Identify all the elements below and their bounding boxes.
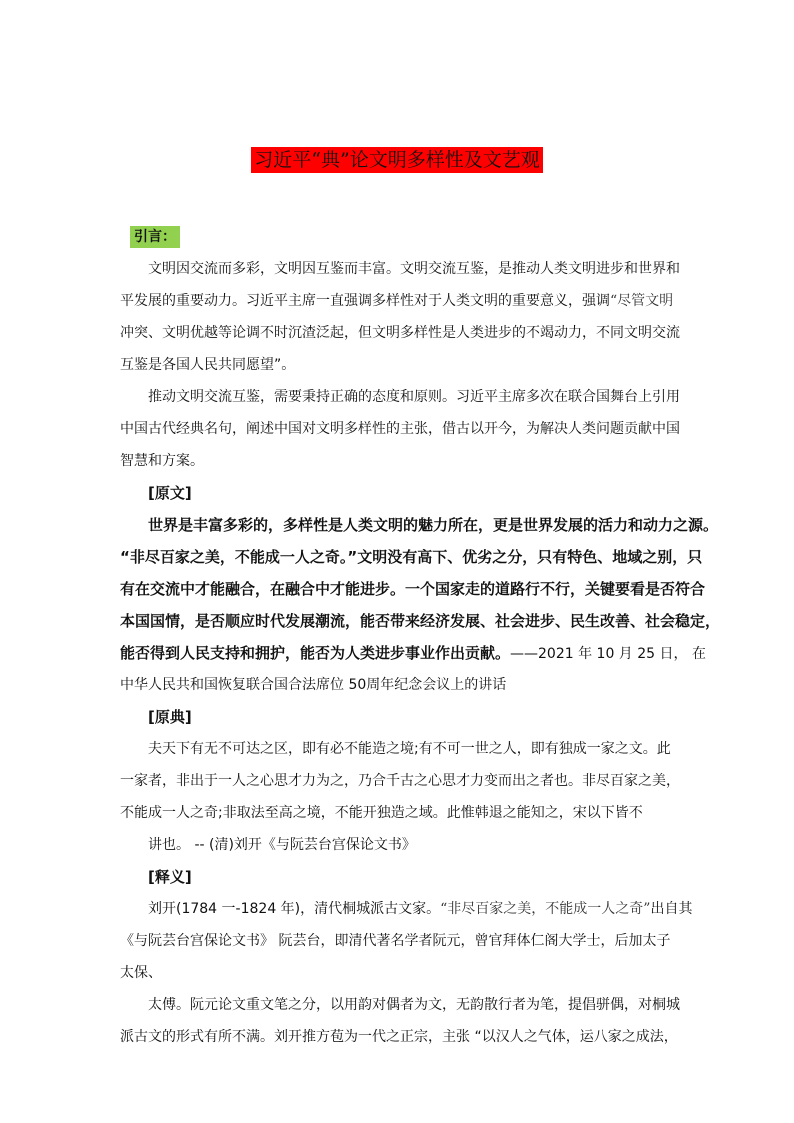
yuanwen-line-3: 有在交流中才能融合，在融合中才能进步。一个国家走的道路行不行，关键要看是否符合 (120, 580, 706, 598)
intro-p1-quote-start: “尽管文明 (610, 293, 674, 309)
section-heading-yuanwen: [原文] (148, 484, 192, 502)
intro-label: 引言： (130, 226, 180, 248)
page-title: 习近平“典”论文明多样性及文艺观 (251, 147, 542, 173)
yuandian-line-2: 一家者，非出于一人之心思才力为之，乃合千古之心思才力变而出之者也。非尽百家之美， (120, 773, 680, 789)
shiyi-line-1-quote: “非尽百家之美，不能成一人之奇” (440, 901, 651, 917)
intro-p2-line-1: 推动文明交流互鉴，需要秉持正确的态度和原则。习近平主席多次在联合国舞台上引用 (148, 389, 680, 405)
yuanwen-line-2: “非尽百家之美，不能成一人之奇。”文明没有高下、优劣之分，只有特色、地域之别，只 (120, 548, 703, 566)
shiyi-line-4: 太傅。阮元论文重文笔之分，以用韵对偶者为文，无韵散行者为笔，提倡骈偶，对桐城 (148, 997, 680, 1013)
shiyi-line-5: 派古文的形式有所不满。刘开推方苞为一代之正宗，主张 “以汉人之气体，运八家之成法， (120, 1029, 678, 1045)
shiyi-line-2: 《与阮芸台宫保论文书》 阮芸台，即清代著名学者阮元，曾官拜体仁阁大学士，后加太子 (120, 933, 671, 949)
shiyi-line-3: 太保、 (120, 965, 162, 981)
yuanwen-line-4: 本国国情，是否顺应时代发展潮流，能否带来经济发展、社会进步、民生改善、社会稳定， (120, 612, 721, 630)
section-heading-yuandian: [原典] (148, 708, 192, 726)
yuandian-line-1: 夫天下有无不可达之区，即有必不能造之境;有不可一世之人，即有独成一家之文。此 (148, 741, 671, 757)
speech-date: ——2021 年 10 月 25 日， 在 (510, 646, 706, 662)
intro-p1-line-2 (120, 291, 673, 311)
shiyi-line-1-text: 刘开(1784 一-1824 年)，清代桐城派古文家。 (148, 901, 441, 917)
intro-p1-line-2-text: 平发展的重要动力。习近平主席一直强调多样性对于人类文明的重要意义，强调 (120, 293, 610, 309)
shiyi-line-1 (148, 899, 692, 919)
yuandian-line-3: 不能成一人之奇;非取法至高之境，不能开独造之域。此惟韩退之能知之，宋以下皆不 (120, 805, 643, 821)
intro-p2-line-3: 智慧和方案。 (120, 453, 204, 469)
title-container (0, 147, 794, 173)
intro-p1-line-4: 互鉴是各国人民共同愿望”。 (120, 357, 296, 373)
intro-p2-line-2: 中国古代经典名句，阐述中国对文明多样性的主张，借古以开今，为解决人类问题贡献中国 (120, 421, 680, 437)
yuanwen-line-5 (120, 643, 706, 664)
yuandian-line-4: 讲也。 -- (清)刘开《与阮芸台宫保论文书》 (148, 837, 416, 853)
intro-p1-line-3: 冲突、文明优越等论调不时沉渣泛起，但文明多样性是人类进步的不竭动力，不同文明交流 (120, 325, 680, 341)
yuanwen-line-5-text: 能否得到人民支持和拥护，能否为人类进步事业作出贡献。 (120, 644, 511, 662)
yuanwen-line-1: 世界是丰富多彩的，多样性是人类文明的魅力所在，更是世界发展的活力和动力之源。 (148, 516, 719, 534)
section-heading-shiyi: [释义] (148, 868, 192, 886)
speech-occasion: 中华人民共和国恢复联合国合法席位 50周年纪念会议上的讲话 (120, 677, 507, 693)
shiyi-line-1-tail: 出自其 (650, 901, 693, 917)
intro-p1-line-1: 文明因交流而多彩，文明因互鉴而丰富。文明交流互鉴，是推动人类文明进步和世界和 (148, 261, 680, 277)
